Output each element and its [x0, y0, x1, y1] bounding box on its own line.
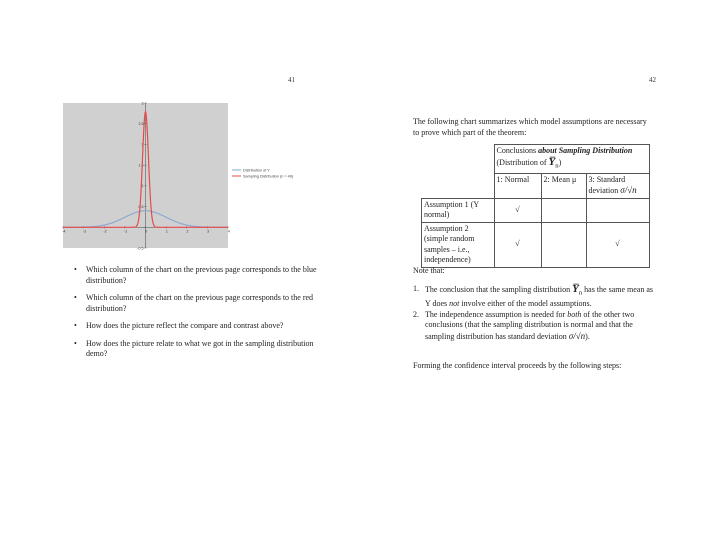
y-tick-label: 2	[141, 142, 144, 147]
y-tick-label: 3	[141, 101, 144, 106]
sigma-over-root-n-symbol: σ/√n	[620, 185, 637, 196]
empty-cell	[541, 198, 586, 222]
column-header-normal: 1: Normal	[494, 173, 541, 198]
header-prefix: Conclusions	[496, 146, 539, 155]
note-number: 2.	[413, 309, 419, 319]
y-tick-label: 1	[141, 184, 144, 189]
x-tick-label: -2	[103, 229, 107, 234]
note-text: has the same mean as Y does	[425, 285, 654, 309]
distribution-chart	[62, 98, 338, 252]
note-item	[413, 310, 658, 343]
x-tick-label: -4	[62, 229, 66, 234]
question-list	[74, 265, 324, 367]
ybar-subscript: n	[578, 289, 583, 297]
x-tick-label: 2	[186, 229, 189, 234]
note-text: involve either of the model assumptions.	[459, 299, 592, 309]
row-label-assumption-2: Assumption 2 (simple random samples – i.e., independence)	[422, 222, 495, 267]
note-text: The conclusion that the sampling distribution	[425, 285, 573, 294]
x-tick-label: 1	[165, 229, 168, 234]
page-number-right: 42	[649, 76, 656, 84]
check-mark: √	[494, 198, 541, 222]
table-corner	[422, 145, 495, 174]
column-header-mean: 2: Mean μ	[541, 173, 586, 198]
question-text: Which column of the chart on the previous page corresponds to the red distribution?	[86, 293, 314, 313]
bullet: •	[74, 293, 77, 302]
x-tick-label: -3	[82, 229, 87, 234]
ybar-symbol: Y̅	[572, 283, 579, 295]
assumptions-table	[421, 144, 650, 268]
legend-label: Sampling Distribution (n = 49)	[243, 174, 294, 179]
header-emphasis: about Sampling Distribution	[538, 146, 633, 155]
question-text: How does the picture reflect the compare and contrast above?	[86, 321, 284, 330]
legend-label: Distribution of Y	[243, 168, 270, 173]
table-corner	[422, 173, 495, 198]
x-tick-label: 4	[227, 229, 230, 234]
y-tick-label: 0.5	[138, 204, 144, 209]
distribution-figure	[62, 98, 338, 252]
note-emphasis: not	[449, 299, 460, 309]
question-item	[74, 339, 324, 360]
forming-paragraph: Forming the confidence interval proceeds by the following steps:	[413, 361, 622, 370]
y-tick-label: 2.5	[138, 122, 144, 127]
header-line2-suffix: )	[558, 157, 562, 167]
y-tick-label: -0.5	[137, 246, 144, 251]
bullet: •	[74, 338, 77, 348]
header-line2-prefix: (Distribution of	[496, 157, 549, 167]
note-number: 1.	[413, 284, 419, 293]
y-tick-label: 1.5	[138, 163, 144, 168]
check-mark: √	[586, 222, 649, 267]
col3-prefix: 3: Standard	[588, 174, 626, 184]
ybar-symbol: Y̅	[548, 155, 556, 168]
note-text: ).	[585, 331, 590, 341]
row-label-assumption-1: Assumption 1 (Y normal)	[422, 198, 495, 222]
sigma-over-root-n-symbol: σ/√n	[568, 330, 586, 341]
notes-list	[413, 284, 658, 342]
empty-cell	[541, 222, 586, 267]
note-emphasis: both	[567, 309, 582, 319]
page-number-left: 41	[288, 76, 295, 84]
ybar-subscript: n	[555, 162, 559, 170]
empty-cell	[586, 198, 649, 222]
table-header	[494, 145, 649, 174]
question-item	[74, 293, 324, 314]
x-tick-label: 3	[207, 229, 210, 234]
intro-paragraph: The following chart summarizes which model assumptions are necessary to prove which part of the theorem:	[413, 117, 647, 137]
note-text: The independence assumption is needed for	[425, 309, 568, 319]
bullet: •	[74, 321, 77, 330]
col3-suffix: deviation	[588, 186, 619, 196]
check-mark: √	[494, 222, 541, 267]
column-header-sd	[586, 173, 649, 198]
bullet: •	[74, 265, 77, 274]
note-text: of the other two conclusions (that the sampling distribution is normal and that the sampling distribution has standard deviation	[425, 309, 635, 341]
x-tick-label: -1	[124, 229, 128, 234]
question-item	[74, 265, 324, 286]
note-label: Note that:	[413, 266, 445, 275]
question-text: Which column of the chart on the previous page corresponds to the blue distribution?	[86, 265, 317, 285]
x-tick-label: 0	[145, 229, 148, 234]
note-item	[413, 284, 658, 310]
question-item	[74, 321, 324, 332]
question-text: How does the picture relate to what we got in the sampling distribution demo?	[86, 338, 314, 358]
